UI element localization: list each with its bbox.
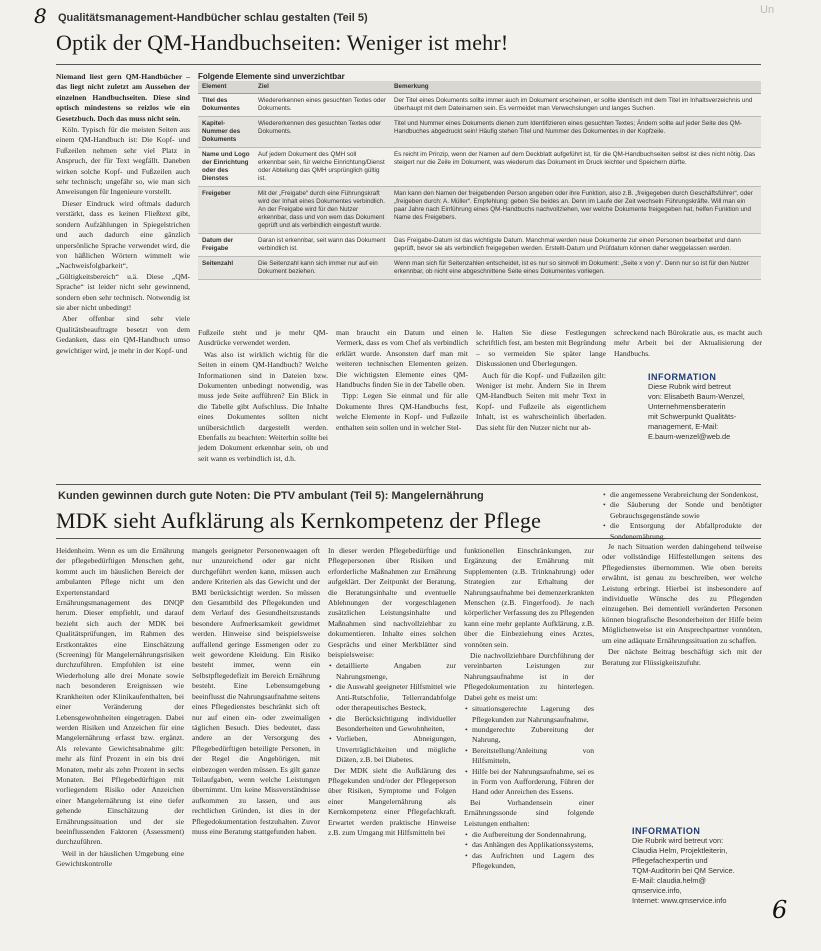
table-row (198, 94, 761, 117)
list-item: • Bereitstellung/Anleitung von Hilfsmitteln, (472, 746, 594, 767)
nutrition-advice-list (328, 661, 456, 765)
article1-headline: Optik der QM-Handbuchseiten: Weniger ist mehr! (56, 30, 509, 55)
table-cell: Kapitel-Nummer des Dokuments (198, 117, 254, 148)
article1-paragraph: schreckend nach Bürokratie aus, es macht auch mehr Arbeit bei der Aktualisierung der Handbuchs. (614, 328, 762, 358)
list-item: • Vorlieben, Abneigungen, Unverträglichkeiten und mögliche Diäten, z.B. bei Diabetes. (336, 734, 456, 765)
article2-info-box (632, 826, 766, 906)
info-line: Claudia Helm, Projektleiterin, (632, 846, 728, 855)
article2-paragraph: Der MDK sieht die Aufklärung des Pflegekunden und/oder der Pflegeperson über Risiken, Symptome und Folgen einer Mangelernährung als Kernkompetenz einer Pflegefachkraft. Erwartet werden praktische Hinweise z.B. zum Umgang mit Hilfsmitteln bei (328, 765, 456, 837)
info-line: Unternehmensberaterin (648, 402, 726, 411)
article1-column-4 (476, 328, 606, 434)
article2-column-2 (192, 546, 320, 838)
article1-paragraph: Köln. Typisch für die meisten Seiten aus einem QM-Handbuch ist: Die Kopf- und Fußzeilen nehmen sehr viel Platz in Anspruch, der für Text wegfällt. Daneben wirken solche Kopf- und Fußzeilen auch sehr technisch; ungefähr so, wie man sich Anweisungen für Ingenieure vorstellt. (56, 125, 190, 197)
table-cell: Das Freigabe-Datum ist das wichtigste Datum. Manchmal werden neue Dokumente zur einen Personen bearbeitet und dann geprüft, bevor sie als verbindlich freigegeben werden. Erstellt-Datum und Prüfdatum können daher weggelassen werden. (390, 234, 761, 257)
article2-paragraph: Je nach Situation werden dahingehend teilweise oder vollständige Hilfestellungen seitens des Pflegedienstes übernommen. Wie oben bereits erwähnt, ist genau zu beschreiben, wer welche Leistung erbringt. Hierbei ist insbesondere auf individuelle Wünsche des zu Pflegenden einzugehen. Bei dementiell veränderten Personen können biografische Besonderheiten der Hilfe beim Möglichenweise ist ein Ansprechpartner vonnöten, um eine adäquate Ernährungssituation zu schaffen. (602, 542, 762, 645)
table-cell: Wiedererkennen des gesuchten Textes oder Dokuments. (254, 117, 390, 148)
tube-feeding-list (464, 830, 594, 872)
table-header: Bemerkung (390, 81, 761, 94)
article1-paragraph: Tipp: Legen Sie einmal und für alle Dokumente Ihres QM-Handbuchs fest, welche Elemente in Kopf- und Fußzeile enthalten sein sollen und in welcher Stel- (336, 391, 468, 432)
info-line: Pflegefachexpertin und (632, 856, 708, 865)
info-line: Die Rubrik wird betreut von: (632, 836, 724, 845)
article1-paragraph: man braucht ein Datum und einen Vermerk, dass es vom Chef als verbindlich erklärt wurde. Ansonsten darf man mit weiteren technischen Elementen geizen. Die wichtigsten Elemente eines QM-Handbuchs finden Sie in der Tabelle oben. (336, 328, 468, 390)
list-item: • mundgerechte Zubereitung der Nahrung, (472, 725, 594, 746)
article1-column-3 (336, 328, 468, 434)
table-cell: Titel und Nummer eines Dokuments dienen zum Identifizieren eines gesuchten Textes; Ändern sollte auf jeder Seite des QM-Handbuches abgedruckt sein! Häufig stehen Titel und Nummer des Dokumentes in der Kopfzeile. (390, 117, 761, 148)
list-item: • Hilfe bei der Nahrungsaufnahme, sei es in Form von Aufforderung, Führen der Hand oder Anreichen des Essens. (472, 767, 594, 798)
article2-paragraph: Heidenheim. Wenn es um die Ernährung der pflegebedürftigen Menschen geht, kommt auch im häuslichen Bereich der ambulanten Pflege nicht um den Expertenstandard Ernährungsmanagement des DNQP herum. Dieser empfiehlt, und darauf bezieht sich auch der MDK bei Qualitätsprüfungen, im Rahmen des Erstkontaktes eine Einschätzung (Screening) für Mangelernährungsrisiken durchzuführen. Empfohlen ist eine Wiederholung alle drei Monate sowie nach besonderen Ereignissen wie Krankheiten oder Klinikaufenthalten, bei einer Veränderung der Lebensgewohnheiten eingetragen. Dabei werden Risiken und Anzeichen für eine Mangelernährung erfasst bzw. ergänzt. Als relevante Gewichtsabnahme gilt: mehr als fünf Prozent in ein bis drei Monaten, mehr als zehn Prozent in sechs Monaten. Bei Pflegebedürftigen mit vorliegendem Risiko oder Anzeichen einer Mangelernährung ist eine tiefer gehende Einschätzung der Ernährungssituation und der sie beeinflussenden Faktoren (Assessment) durchzuführen. (56, 546, 184, 847)
table-cell: Man kann den Namen der freigebenden Person angeben oder ihre Funktion, also z.B. „freigegeben durch Geschäftsführer“, oder „freigeben durch: A. Müller“. Empfehlung: geben Sie beides an. Denn im Laufe der Zeit wechseln Führungskräfte. Will man ein paar Jahre nach Einführung eines QM-Handbuchs nachvollziehen, wer welche Dokumente freigegeben hat, helfen Funktion und Name des Freigebers. (390, 187, 761, 234)
table-cell: Daran ist erkennbar, seit wann das Dokument verbindlich ist. (254, 234, 390, 257)
article1-paragraph: Fußzeile steht und je mehr QM-Ausdrücke verwendet werden. (198, 328, 328, 348)
table-cell: Der Titel eines Dokuments sollte immer auch im Dokument erscheinen, er sollte identisch mit dem Titel im Inhaltsverzeichnis und überhaupt mit dem Dateinamen sein. Es vermeidet man Verwechslungen und langes Suchen. (390, 94, 761, 117)
table-cell: Auf jedem Dokument des QMH soll erkennbar sein, für welche Einrichtung/Dienst oder Abteilung das QMH ursprünglich gültig ist. (254, 148, 390, 187)
article2-column-4 (464, 546, 594, 872)
article2-kicker: Kunden gewinnen durch gute Noten: Die PTV ambulant (Teil 5): Mangelernährung (58, 490, 484, 502)
table-cell: Es reicht im Prinzip, wenn der Namen auf dem Deckblatt aufgeführt ist, für die QM-Handbuchseiten selbst ist dies nicht nötig. Das steigert nur die Zeile im Dokument, was wiederum das Dokument im Druck leichter und Speichern dürfte. (390, 148, 761, 187)
article1-column-2 (198, 328, 328, 465)
page-number: 6 (772, 896, 788, 924)
article1-paragraph: le. Halten Sie diese Festlegungen schriftlich fest, am besten mit Begründung – so vermeiden Sie später lange Diskussionen und Überlegungen. (476, 328, 606, 369)
article1-paragraph: Was also ist wirklich wichtig für die Seiten in einem QM-Handbuch? Welche Informationen sind in Dateien bzw. Dokumenten unbedingt notwendig, was muss jede Seite aufführen? Ein Blick in die Tabelle gibt Aufschluss. Die Inhalte eines Dokumentes sollten nicht unübersichtlich dargestellt werden. Ebenfalls zu beachten: Weiterhin sollte bei jedem Dokument erkennbar sein, ob und seit wann es verbindlich ist, d.h. (198, 349, 328, 463)
info-line: Internet: www.qmservice.info (632, 896, 727, 905)
article1-rule (56, 64, 761, 65)
info-line: von: Elisabeth Baum-Wenzel, (648, 392, 745, 401)
list-item: • die Säuberung der Sonde und benötigter Gebrauchsgegenstände sowie (610, 500, 762, 521)
article2-paragraph: Bei Vorhandensein einer Ernährungssonde sind folgende Leistungen enthalten: (464, 797, 594, 828)
table-cell: Wenn man sich für Seitenzahlen entscheidet, ist es nur so sinnvoll im Dokument: „Seite x von y“. Denn nur so ist für den Nutzer erkennbar, ob nicht eine abgeschnittene Seite eines Dokumentes vorliegen. (390, 257, 761, 280)
info-line: E.baum-wenzel@web.de (648, 432, 731, 441)
article2-paragraph: In dieser werden Pflegebedürftige und Pflegepersonen über Risiken und erforderliche Maßnahmen zur Ernährung aufgeklärt. Der Zeitpunkt der Beratung, die Beratungsinhalte und eventuelle Ablehnungen der vorgeschlagenen zusätzlichen Leistungsinhalte und Maßnahmen sind nachvollziehbar zu dokumentieren. Inhalte eines solchen Gesprächs und einer Merkblätter sind beispielsweise: (328, 546, 456, 660)
table-title: Folgende Elemente sind unverzichtbar (198, 72, 345, 81)
info-line: qmservice.info, (632, 886, 682, 895)
table-row (198, 187, 761, 234)
article1-paragraph: Dieser Eindruck wird oftmals dadurch verstärkt, dass es keinen Fließtext gibt, sondern Aufzählungen in Spiegelstrichen und auch dadurch eine gänzlich unpersönliche Sprache verwendet wird, die von häßlichen Wörtern wimmelt wie „Nachweisfolgbarkeit“, „Gültigkeitsbereich“ u.ä. Diese „QM-Sprache“ ist leider nicht sehr gewinnend, sondern eben sehr technisch. Notwendig ist sie aber nicht unbedingt! (56, 198, 190, 312)
info-line: management, E-Mail: (648, 422, 719, 431)
article2-paragraph: Die nachvollziehbare Durchführung der vereinbarten Leistungen zur Nahrungsaufnahme ist in der Pflegedokumentation zu hinterlegen. Dabei geht es meist um: (464, 651, 594, 702)
list-item: • situationsgerechte Lagerung des Pflegekunden zur Nahrungsaufnahme, (472, 704, 594, 725)
table-row (198, 117, 761, 148)
article1-paragraph: Auch für die Kopf- und Fußzeilen gilt: Weniger ist mehr. Ändern Sie in Ihrem QM-Handbuch Seiten mit mehr Text in Kopf- und Fußzeile als eigentlichem Inhalt, ist es wahrscheinlich überladen. Das sieht für den Nutzer nicht nur ab- (476, 370, 606, 432)
article2-column-3 (328, 546, 456, 839)
list-item: • das Anhängen des Applikationssystems, (472, 840, 594, 850)
elements-table-box (198, 72, 761, 280)
article2-column-1 (56, 546, 184, 871)
article2-paragraph: Der nächste Beitrag beschäftigt sich mit der Beratung zur Flüssigkeitszufuhr. (602, 647, 762, 667)
article1-column-5 (614, 328, 762, 360)
article1-paragraph: Aber offenbar sind sehr viele Qualitätsbeauftragte besetzt von dem Gedanken, dass ein QM-Handbuch umso gewichtiger wird, je mehr in der Kopf- und (56, 314, 190, 355)
table-row (198, 234, 761, 257)
article2-headline: MDK sieht Aufklärung als Kernkompetenz der Pflege (56, 508, 542, 533)
article2-column-5 (602, 490, 762, 669)
article1-kicker: Qualitätsmanagement-Handbücher schlau gestalten (Teil 5) (58, 12, 368, 24)
article2-paragraph: Weil in der häuslichen Umgebung eine Gewichtskontrolle (56, 848, 184, 869)
list-item: • die Entsorgung der Abfallprodukte der Sondenernährung. (610, 521, 762, 542)
list-item: • die Auswahl geeigneter Hilfsmittel wie Anti-Rutschfolie, Tellerrandabfolge oder therapeutisches Besteck, (336, 682, 456, 713)
list-item: • die angemessene Verabreichung der Sondenkost, (610, 490, 762, 500)
table-cell: Datum der Freigabe (198, 234, 254, 257)
table-header-row (198, 81, 761, 94)
list-item: • das Aufrichten und Lagern des Pflegekunden, (472, 851, 594, 872)
article2-top-rule (56, 484, 761, 485)
table-header: Element (198, 81, 254, 94)
table-row (198, 257, 761, 280)
table-cell: Mit der „Freigabe“ durch eine Führungskraft wird der Inhalt eines Dokumentes verbindlich. An der Freigabe wird für den Nutzer erkennbar, dass und von wem das Dokument geprüft und als verbindlich eingestuft wurde. (254, 187, 390, 234)
elements-table (198, 81, 761, 280)
list-item: • detaillierte Angaben zur Nahrungsmenge, (336, 661, 456, 682)
info-heading: INFORMATION (632, 826, 701, 836)
table-cell: Seitenzahl (198, 257, 254, 280)
article1-column-1 (56, 72, 190, 357)
info-line: E-Mail: claudia.helm@ (632, 876, 707, 885)
table-cell: Name und Logo der Einrichtung oder des Dienstes (198, 148, 254, 187)
bleed-through-text: Un (760, 4, 775, 16)
article1-lead: Niemand liest gern QM-Handbücher – das liegt nicht zuletzt am Aussehen der einzelnen Handbuchseiten. Diese sind optisch mindestens so reizlos wie ein Gesetzbuch. Doch das muss nicht sein. (56, 72, 190, 123)
info-line: TQM-Auditorin bei QM Service. (632, 866, 735, 875)
tube-feeding-list-continued (602, 490, 762, 542)
handwritten-page-mark: 8 (34, 4, 47, 28)
article2-paragraph: mangels geeigneter Personenwaagen oft nur unzureichend oder gar nicht durchgeführt werden kann, müssen auch andere Kriterien als das Gewicht und der BMI berücksichtigt werden. So müssen den Gesamtbild des Pflegekunden und dem Verlauf des Gesundheitszustands besondere Aufmerksamkeit gewidmet werden. Hinweise sind beispielsweise auffallend geringe Essmengen oder zu weit gewordene Kleidung. Ein Risiko besteht immer, wenn ein Selbstpflegedefizit im Bereich Ernährung besteht. Eine Lebensumgebung beeinflusst die Nahrungsaufnahme seitens eines Pflegedienstes beschränkt sich oft nur auf einen ein- oder zweimaligen täglichen Besuch. Dies bedeutet, dass andere an der Versorgung des Pflegebedürftigen beteiligte Personen, in der Regel die Angehörigen, mit einbezogen werden müssen. Es gilt ganze Teilaufgaben, wenn welche Leistungen übernimmt. Um keine Missverständnisse aufkommen zu lassen, und aus rechtlichen Gründen, ist dies in der Pflegedokumentation festzuhalten. Zuvor muss eine Beratung stattgefunden haben. (192, 546, 321, 836)
table-header: Ziel (254, 81, 390, 94)
table-row (198, 148, 761, 187)
info-heading: INFORMATION (648, 372, 717, 382)
info-line: mit Schwerpunkt Qualitäts- (648, 412, 737, 421)
list-item: • die Aufbereitung der Sondennahrung, (472, 830, 594, 840)
article1-info-box (648, 372, 766, 442)
table-cell: Wiedererkennen eines gesuchten Textes oder Dokuments. (254, 94, 390, 117)
list-item: • die Berücksichtigung individueller Besonderheiten und Gewohnheiten, (336, 714, 456, 735)
info-line: Diese Rubrik wird betreut (648, 382, 731, 391)
services-list (464, 704, 594, 798)
article2-paragraph: funktionellen Einschränkungen, zur Ergänzung der Ernährung mit Supplementen (z.B. Trinknahrung) oder Strategien zur Erhaltung der Nahrungsaufnahme bei demenzerkrankten Menschen (z.B. Fingerfood). Je nach körperlicher Verfassung des zu Pflegenden kann eine mehr geplante Aufklärung, z.B. über die Einbeziehung eines Arztes, vonnöten sein. (464, 546, 594, 649)
table-cell: Die Seitenzahl kann sich immer nur auf ein Dokument beziehen. (254, 257, 390, 280)
table-cell: Titel des Dokumentes (198, 94, 254, 117)
table-cell: Freigeber (198, 187, 254, 234)
